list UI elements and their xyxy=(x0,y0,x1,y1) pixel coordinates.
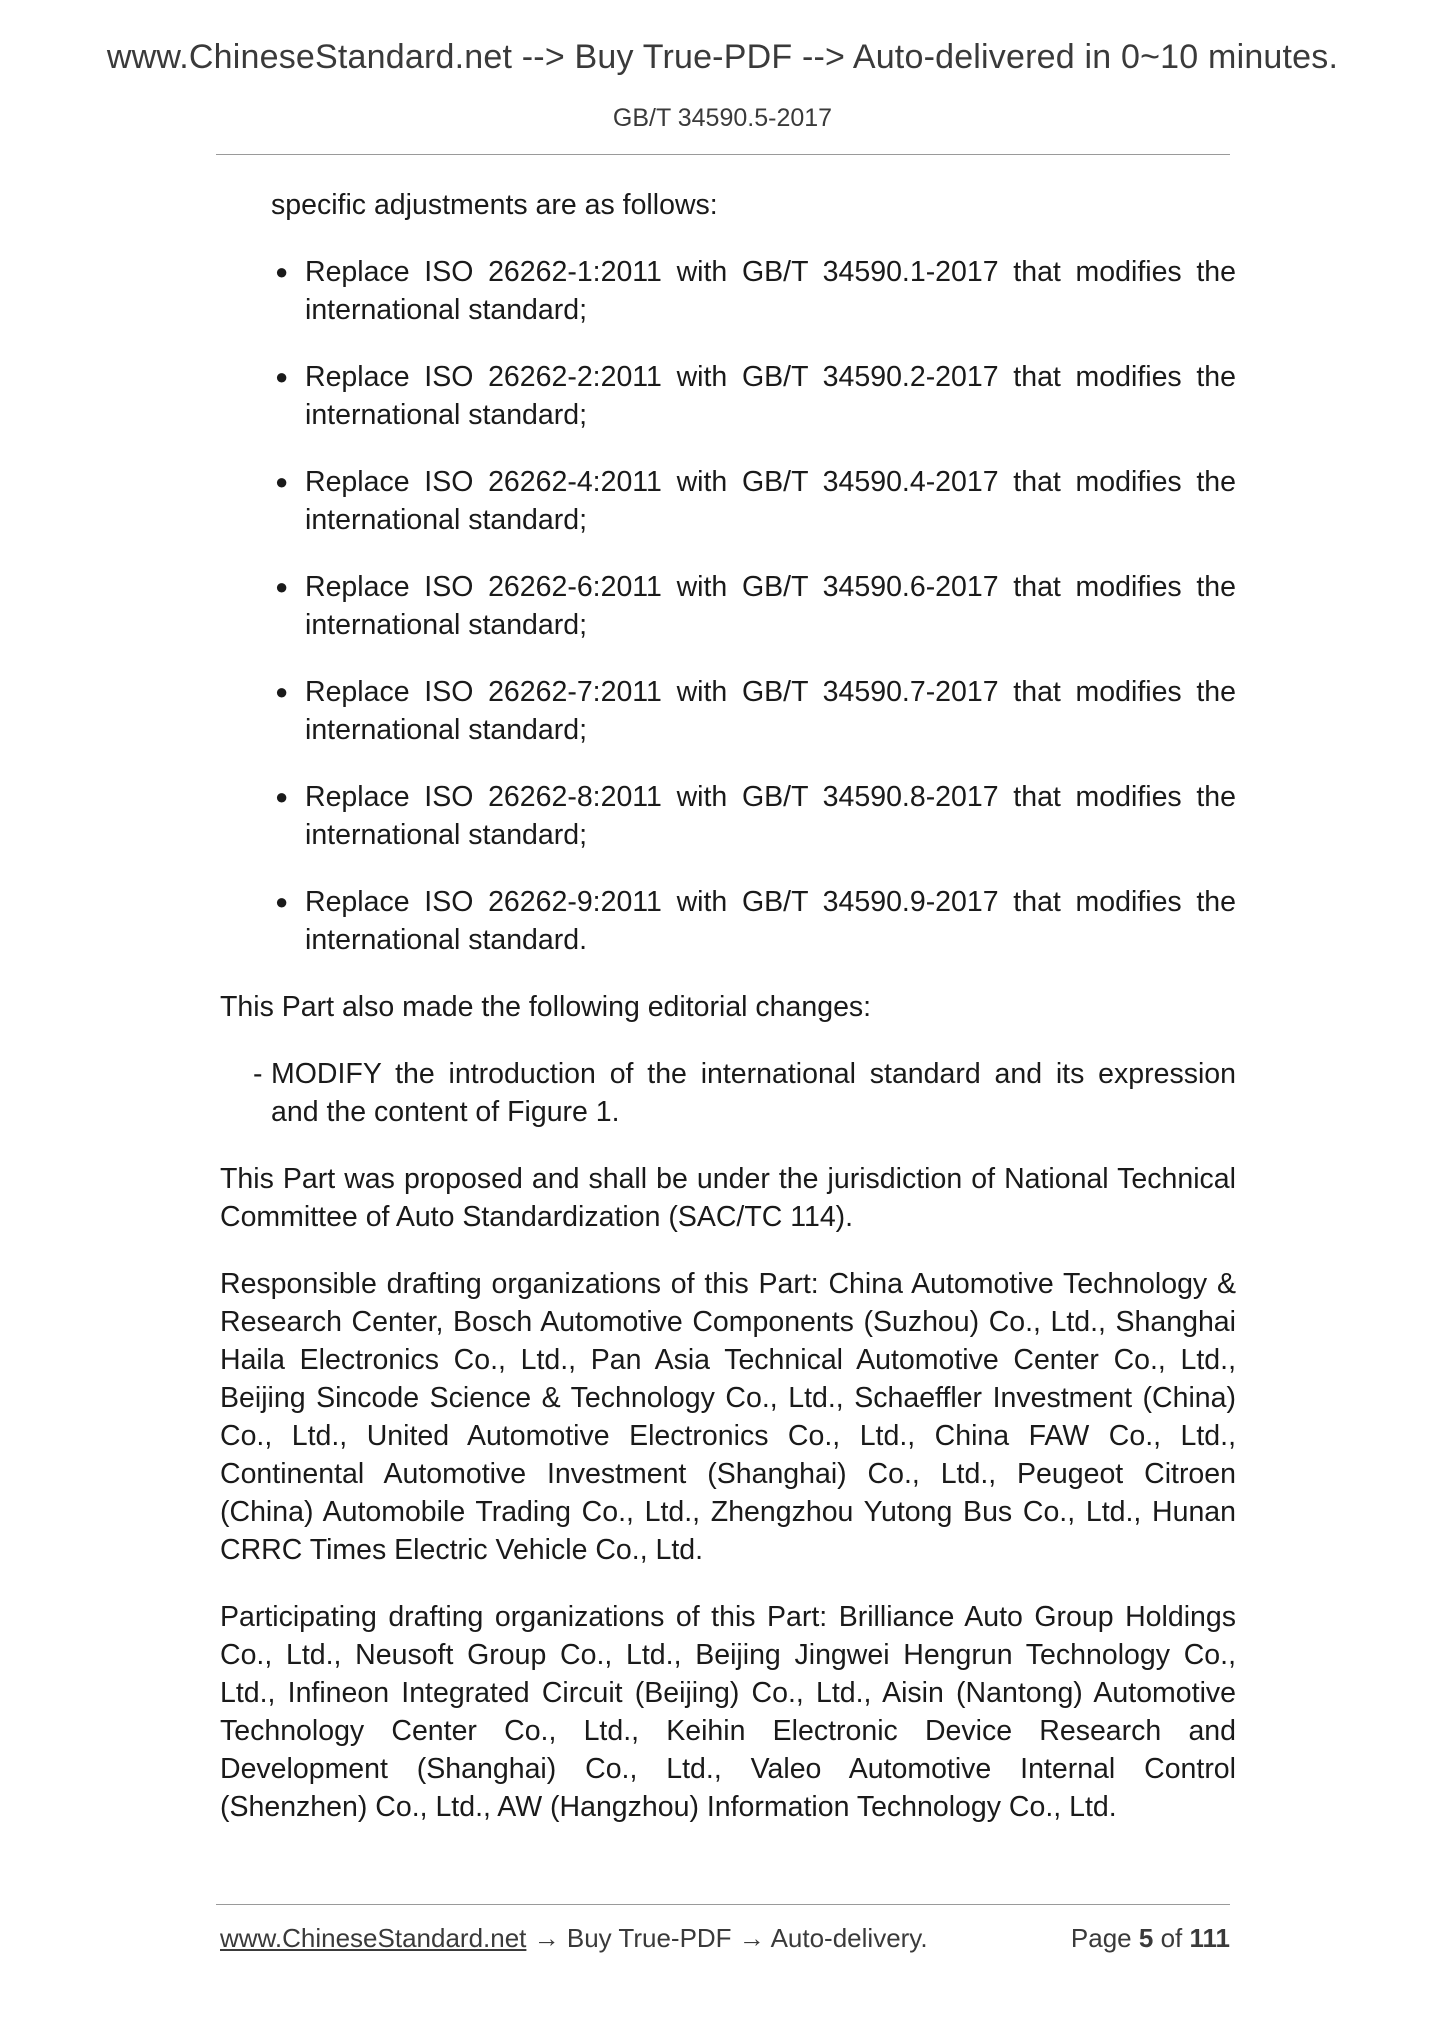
bullet-icon: ● xyxy=(275,784,289,809)
site-link[interactable]: www.ChineseStandard.net xyxy=(220,1923,527,1953)
bullet-tail: international standard; xyxy=(305,399,588,431)
list-item xyxy=(275,673,1236,749)
responsible-paragraph: Responsible drafting organizations of this Part: China Automotive Technology & Research Center, Bosch Automotive Components (Suzhou) Co., Ltd., Shanghai Haila Electronics Co., Ltd., Pan Asia Technical Automotive Center Co., Ltd., Beijing Sincode Science & Technology Co., Ltd., Schaeffler Investment (China) Co., Ltd., United Automotive Electronics Co., Ltd., China FAW Co., Ltd., Continental Automotive Investment (Shanghai) Co., Ltd., Peugeot Citroen (China) Automobile Trading Co., Ltd., Zhengzhou Yutong Bus Co., Ltd., Hunan CRRC Times Electric Vehicle Co., Ltd. xyxy=(220,1268,1236,1566)
adjustments-intro: specific adjustments are as follows: xyxy=(271,189,718,221)
bullet-tail: international standard; xyxy=(305,714,588,746)
list-item xyxy=(275,253,1236,329)
bullet-icon: ● xyxy=(275,574,289,599)
bullet-tail: international standard. xyxy=(305,924,588,956)
bullet-text: Replace ISO 26262-9:2011 with GB/T 34590.9-2017 that modifies the xyxy=(305,886,1236,918)
page-indicator xyxy=(1071,1923,1230,1954)
dash-marker: - xyxy=(253,1058,263,1090)
bullet-tail: international standard; xyxy=(305,609,588,641)
bullet-icon: ● xyxy=(275,469,289,494)
editorial-item-text: MODIFY the introduction of the international standard and its expression and the content of Figure 1. xyxy=(271,1058,1236,1128)
list-item xyxy=(275,778,1236,854)
bullet-text: Replace ISO 26262-1:2011 with GB/T 34590.1-2017 that modifies the xyxy=(305,256,1236,288)
editorial-heading: This Part also made the following editorial changes: xyxy=(220,991,872,1023)
footer-divider xyxy=(216,1904,1230,1905)
page-label: Page xyxy=(1070,1923,1139,1953)
document-body xyxy=(220,186,1236,1855)
bullet-text: Replace ISO 26262-7:2011 with GB/T 34590.7-2017 that modifies the xyxy=(305,676,1236,708)
bullet-text: Replace ISO 26262-8:2011 with GB/T 34590.8-2017 that modifies the xyxy=(305,781,1236,813)
list-item xyxy=(275,358,1236,434)
bullet-icon: ● xyxy=(275,259,289,284)
header-divider xyxy=(216,154,1230,155)
bullet-text: Replace ISO 26262-6:2011 with GB/T 34590.6-2017 that modifies the xyxy=(305,571,1236,603)
list-item xyxy=(275,463,1236,539)
proposed-paragraph: This Part was proposed and shall be under the jurisdiction of National Technical Committee of Auto Standardization (SAC/TC 114). xyxy=(220,1163,1236,1233)
page-total: 111 xyxy=(1189,1923,1230,1953)
page-footer xyxy=(220,1923,1230,1954)
bullet-icon: ● xyxy=(275,679,289,704)
of-label: of xyxy=(1153,1923,1190,1953)
standard-code: GB/T 34590.5-2017 xyxy=(612,104,833,132)
editorial-item xyxy=(253,1055,1236,1131)
participating-paragraph: Participating drafting organizations of this Part: Brilliance Auto Group Holdings Co., Ltd., Neusoft Group Co., Ltd., Beijing Jingwei Hengrun Technology Co., Ltd., Infineon Integrated Circuit (Beijing) Co., Ltd., Aisin (Nantong) Automotive Technology Center Co., Ltd., Keihin Electronic Device Research and Development (Shanghai) Co., Ltd., Valeo Automotive Internal Control (Shenzhen) Co., Ltd., AW (Hangzhou) Information Technology Co., Ltd. xyxy=(220,1601,1236,1823)
bullet-icon: ● xyxy=(275,364,289,389)
bullet-text: Replace ISO 26262-4:2011 with GB/T 34590.4-2017 that modifies the xyxy=(305,466,1236,498)
list-item xyxy=(275,883,1236,959)
bullet-tail: international standard; xyxy=(305,819,588,851)
list-item xyxy=(275,568,1236,644)
bullet-icon: ● xyxy=(275,889,289,914)
page-current: 5 xyxy=(1138,1923,1154,1953)
top-banner: www.ChineseStandard.net --> Buy True-PDF --> Auto-delivered in 0~10 minutes. xyxy=(106,38,1339,76)
bullet-tail: international standard; xyxy=(305,294,588,326)
bullet-tail: international standard; xyxy=(305,504,588,536)
footer-tagline: → Buy True-PDF → Auto-delivery. xyxy=(526,1923,928,1953)
bullet-text: Replace ISO 26262-2:2011 with GB/T 34590.2-2017 that modifies the xyxy=(305,361,1236,393)
